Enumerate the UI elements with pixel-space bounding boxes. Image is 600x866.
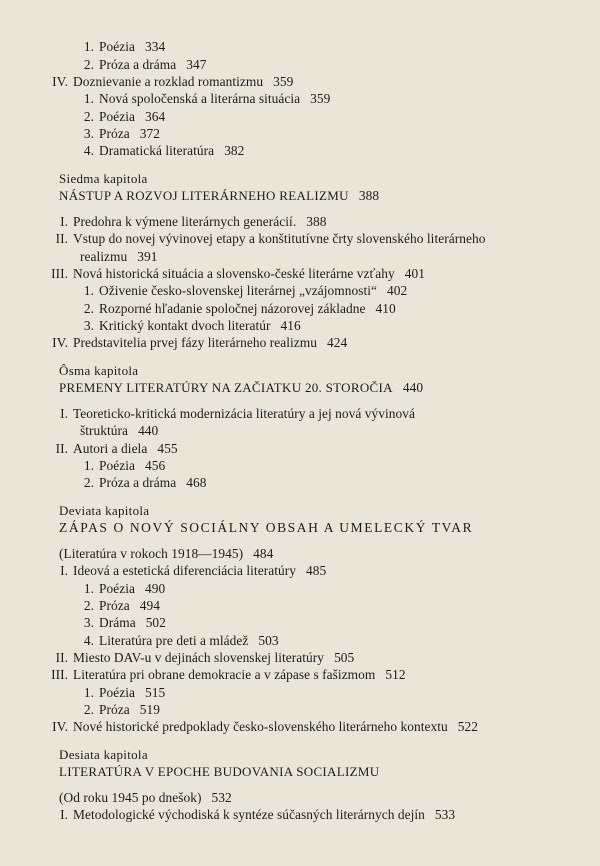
- entry-title: Próza a dráma: [99, 475, 177, 490]
- page-number: 485: [305, 563, 327, 578]
- page-number: 519: [139, 702, 160, 717]
- heading-text: NÁSTUP A ROZVOJ LITERÁRNEHO REALIZMU: [59, 188, 349, 203]
- toc-entry: [52, 666, 406, 683]
- chapter-heading: [59, 170, 148, 187]
- toc-entry: [52, 213, 326, 230]
- page-number: 505: [334, 650, 355, 665]
- page-number: 515: [145, 685, 166, 700]
- toc-entry: [59, 789, 232, 806]
- toc-entry: [80, 248, 158, 265]
- entry-title: Poézia: [99, 39, 135, 54]
- entry-number: III.: [51, 667, 68, 682]
- heading-text: PREMENY LITERATÚRY NA ZAČIATKU 20. STOROČIA: [59, 380, 393, 395]
- toc-entry: [52, 334, 347, 351]
- entry-title: Oživenie česko-slovenskej literárnej „vzájomnosti“: [99, 283, 378, 298]
- entry-title: Literatúra pre deti a mládež: [99, 633, 249, 648]
- entry-title: realizmu: [80, 249, 128, 264]
- toc-entry: [80, 282, 407, 299]
- entry-number: II.: [55, 231, 68, 246]
- page-number: 503: [258, 633, 279, 648]
- entry-title: Nová historická situácia a slovensko-české literárne vzťahy: [73, 266, 395, 281]
- chapter-heading: [59, 502, 149, 519]
- entry-title: (Od roku 1945 po dnešok): [59, 790, 202, 805]
- toc-entry: [80, 457, 165, 474]
- entry-number: IV.: [52, 74, 68, 89]
- entry-title: Poézia: [99, 109, 135, 124]
- entry-number: I.: [60, 807, 68, 822]
- entry-title: štruktúra: [80, 423, 129, 438]
- entry-number: 1.: [83, 685, 94, 700]
- entry-number: II.: [55, 441, 68, 456]
- toc-entry: [52, 562, 326, 579]
- page-number: 388: [306, 214, 327, 229]
- toc-entry: [80, 580, 165, 597]
- page-number: 533: [434, 807, 456, 822]
- heading-text: Deviata kapitola: [59, 503, 150, 518]
- entry-number: I.: [60, 563, 68, 578]
- entry-number: I.: [60, 214, 68, 229]
- entry-title: Autori a diela: [73, 441, 148, 456]
- page-number: 410: [375, 301, 396, 316]
- entry-number: 3.: [83, 615, 94, 630]
- entry-number: IV.: [52, 719, 68, 734]
- page-number: 372: [139, 126, 160, 141]
- page-number: 494: [139, 598, 160, 613]
- entry-number: 1.: [83, 458, 94, 473]
- entry-title: Nová spoločenská a literárna situácia: [99, 91, 301, 106]
- toc-entry: [80, 597, 160, 614]
- entry-number: 1.: [83, 91, 94, 106]
- entry-title: (Literatúra v rokoch 1918—1945): [59, 546, 244, 561]
- entry-title: Doznievanie a rozklad romantizmu: [73, 74, 264, 89]
- toc-entry: [80, 317, 301, 334]
- toc-entry: [52, 230, 485, 247]
- entry-number: III.: [51, 266, 68, 281]
- toc-entry: [52, 73, 293, 90]
- entry-title: Poézia: [99, 458, 135, 473]
- entry-title: Literatúra pri obrane demokracie a v zápase s fašizmom: [73, 667, 376, 682]
- entry-title: Predohra k výmene literárnych generácií.: [73, 214, 297, 229]
- entry-title: Rozporné hľadanie spoločnej názorovej základne: [99, 301, 366, 316]
- entry-number: 2.: [83, 598, 94, 613]
- toc-entry: [52, 440, 178, 457]
- toc-entry: [59, 545, 273, 562]
- toc-entry: [52, 806, 455, 823]
- page-number: 522: [457, 719, 479, 734]
- entry-number: 3.: [83, 318, 94, 333]
- toc-entry: [80, 684, 165, 701]
- entry-number: II.: [55, 650, 68, 665]
- page-number: 490: [145, 581, 166, 596]
- toc-entry: [80, 56, 206, 73]
- entry-title: Próza a dráma: [99, 57, 177, 72]
- entry-title: Kritický kontakt dvoch literatúr: [99, 318, 271, 333]
- chapter-heading: [59, 187, 379, 204]
- heading-text: LITERATÚRA V EPOCHE BUDOVANIA SOCIALIZMU: [59, 764, 380, 779]
- toc-entry: [52, 265, 425, 282]
- entry-title: Predstavitelia prvej fázy literárneho realizmu: [73, 335, 317, 350]
- page-number: 484: [253, 546, 274, 561]
- page-number: 359: [310, 91, 331, 106]
- entry-title: Próza: [99, 126, 130, 141]
- entry-title: Metodologické východiská k syntéze súčasných literárnych dejín: [73, 807, 425, 822]
- entry-number: 2.: [83, 475, 94, 490]
- entry-number: 4.: [83, 633, 94, 648]
- toc-entry: [52, 649, 354, 666]
- page-number: 364: [145, 109, 166, 124]
- toc-entry: [80, 422, 158, 439]
- page-number: 401: [404, 266, 425, 281]
- entry-number: I.: [60, 406, 68, 421]
- heading-text: ZÁPAS O NOVÝ SOCIÁLNY OBSAH A UMELECKÝ TVAR: [59, 520, 474, 535]
- heading-text: Siedma kapitola: [59, 171, 148, 186]
- entry-number: IV.: [52, 335, 68, 350]
- entry-number: 2.: [83, 109, 94, 124]
- page-number: 532: [211, 790, 232, 805]
- toc-entry: [52, 718, 478, 735]
- page-number: 440: [402, 380, 424, 395]
- entry-number: 1.: [83, 283, 94, 298]
- toc-entry: [80, 38, 165, 55]
- page-number: 424: [326, 335, 348, 350]
- chapter-heading: [59, 362, 138, 379]
- entry-title: Vstup do novej vývinovej etapy a konštitutívne črty slovenského literárneho: [73, 231, 486, 246]
- page-number: 416: [280, 318, 301, 333]
- entry-number: 4.: [83, 143, 94, 158]
- chapter-heading: [59, 519, 473, 536]
- entry-title: Dramatická literatúra: [99, 143, 215, 158]
- toc-entry: [80, 90, 330, 107]
- entry-title: Miesto DAV-u v dejinách slovenskej literatúry: [73, 650, 325, 665]
- toc-entry: [80, 701, 160, 718]
- page-number: 512: [385, 667, 406, 682]
- entry-title: Poézia: [99, 581, 135, 596]
- page-number: 455: [157, 441, 178, 456]
- entry-title: Ideová a estetická diferenciácia literatúry: [73, 563, 296, 578]
- toc-entry: [52, 405, 415, 422]
- entry-number: 3.: [83, 126, 94, 141]
- page-number: 391: [137, 249, 158, 264]
- page-number: 347: [186, 57, 207, 72]
- toc-entry: [80, 108, 165, 125]
- entry-title: Próza: [99, 598, 130, 613]
- chapter-heading: [59, 379, 423, 396]
- chapter-heading: [59, 763, 379, 780]
- entry-number: 1.: [83, 581, 94, 596]
- toc-entry: [80, 125, 160, 142]
- page-number: 440: [138, 423, 159, 438]
- heading-text: Desiata kapitola: [59, 747, 148, 762]
- page-number: 402: [387, 283, 408, 298]
- toc-entry: [80, 614, 166, 631]
- entry-title: Dráma: [99, 615, 136, 630]
- page-number: 468: [186, 475, 207, 490]
- entry-number: 2.: [83, 301, 94, 316]
- entry-title: Poézia: [99, 685, 135, 700]
- page-number: 382: [224, 143, 245, 158]
- toc-entry: [80, 300, 396, 317]
- entry-number: 1.: [83, 39, 94, 54]
- page-number: 334: [145, 39, 166, 54]
- entry-title: Nové historické predpoklady česko-slovenského literárneho kontextu: [73, 719, 448, 734]
- entry-number: 2.: [83, 702, 94, 717]
- toc-entry: [80, 474, 206, 491]
- page-number: 502: [145, 615, 166, 630]
- page-number: 359: [273, 74, 294, 89]
- entry-title: Próza: [99, 702, 130, 717]
- toc-entry: [80, 632, 279, 649]
- page-number: 456: [145, 458, 166, 473]
- toc-entry: [80, 142, 244, 159]
- entry-number: 2.: [83, 57, 94, 72]
- page-number: 388: [358, 188, 380, 203]
- entry-title: Teoreticko-kritická modernizácia literatúry a jej nová vývinová: [73, 406, 416, 421]
- heading-text: Ôsma kapitola: [59, 363, 139, 378]
- chapter-heading: [59, 746, 148, 763]
